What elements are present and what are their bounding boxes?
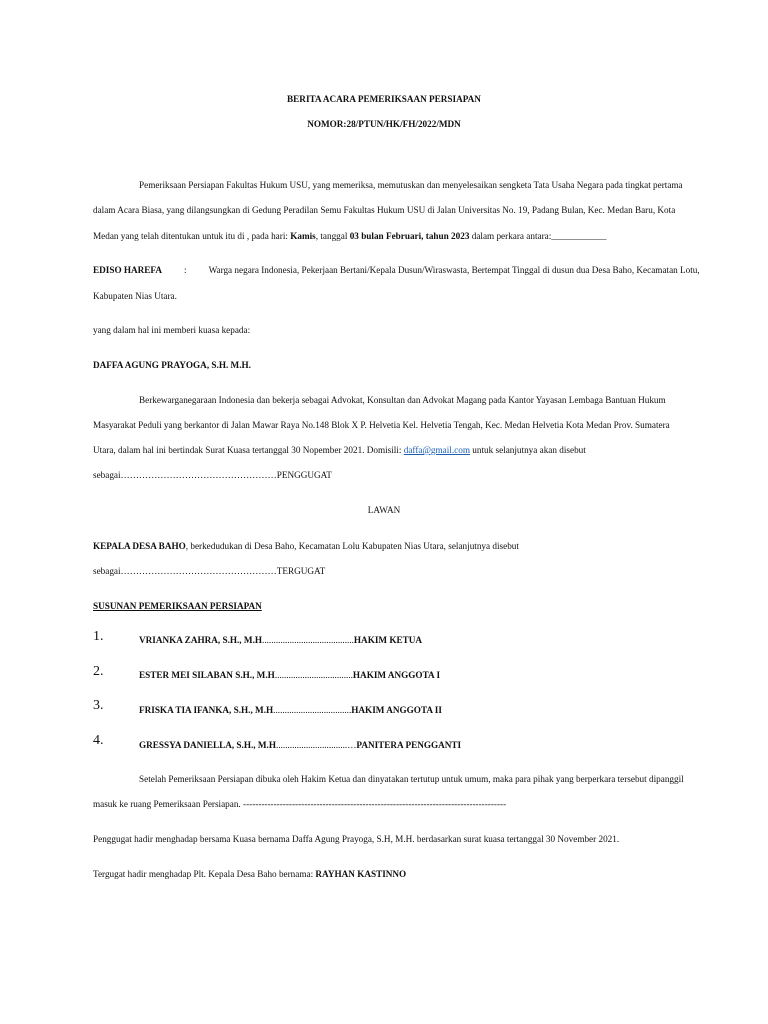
defendant-line-1 [93,540,519,552]
panel-member [139,669,440,681]
panel-number: 4. [93,733,104,748]
proxy-line-1: Berkewarganegaraan Indonesia dan bekerja sebagai Advokat, Konsultan dan Advokat Magang pada Kantor Yayasan Lembaga Bantuan Hukum [139,395,666,405]
member-leader: ........................................ [262,635,354,645]
versus-label: LAWAN [367,505,401,515]
plaintiff-line-2: Kabupaten Nias Utara. [93,291,177,301]
member-leader: .................................. [273,705,352,715]
member-leader: .................................. [274,670,353,680]
plaintiff-description: Warga negara Indonesia, Pekerjaan Bertani/Kepala Dusun/Wiraswasta, Bertempat Tinggal di dusun dua Desa Baho, Kecamatan Lotu, [208,265,700,275]
hearing-year: tahun 2023 [425,231,470,241]
intro-line-1: Pemeriksaan Persiapan Fakultas Hukum USU, yang memeriksa, memutuskan dan menyelesaikan sengketa Tata Usaha Negara pada tingkat pertama [139,180,683,190]
proxy-text: untuk selanjutnya akan disebut [469,445,586,455]
panel-member [139,634,422,646]
defendant-representative: RAYHAN KASTINNO [315,869,407,879]
panel-heading: SUSUNAN PEMERIKSAAN PERSIAPAN [93,601,262,611]
hearing-day: Kamis [290,231,316,241]
panel-number: 2. [93,664,104,679]
intro-text: dalam perkara antara:____________ [469,231,607,241]
member-role: PANITERA PENGGANTI [356,740,462,750]
proxy-name: DAFFA AGUNG PRAYOGA, S.H. M.H. [93,360,251,370]
member-role: HAKIM KETUA [353,635,423,645]
defendant-name: KEPALA DESA BAHO [93,541,186,551]
panel-member [139,739,461,751]
member-name: ESTER MEI SILABAN S.H., M.H [139,670,275,680]
email-link[interactable]: daffa@gmail.com [403,445,470,455]
document-number: NOMOR:28/PTUN/HK/FH/2022/MDN [307,119,461,129]
plaintiff-present: Penggugat hadir menghadap bersama Kuasa bernama Daffa Agung Prayoga, S.H, M.H. berdasarkan surat kuasa tertanggal 30 November 2021. [93,834,620,844]
opening-line-1: Setelah Pemeriksaan Persiapan dibuka oleh Hakim Ketua dan dinyatakan tertutup untuk umum, maka para pihak yang berperkara tersebut dipanggil [139,774,684,784]
proxy-intro: yang dalam hal ini memberi kuasa kepada: [93,325,251,335]
defendant-present-text: Tergugat hadir menghadap Plt. Kepala Desa Baho bernama: [93,869,316,879]
document-title: BERITA ACARA PEMERIKSAAN PERSIAPAN [287,94,481,104]
defendant-description: , berkedudukan di Desa Baho, Kecamatan Lolu Kabupaten Nias Utara, selanjutnya disebut [185,541,519,551]
panel-member [139,704,442,716]
proxy-line-2: Masyarakat Peduli yang berkantor di Jalan Mawar Raya No.148 Blok X P. Helvetia Kel. Helvetia Tengah, Kec. Medan Helvetia Kota Medan Prov. Sumatera [93,420,670,430]
plaintiff-colon: : [184,265,187,275]
proxy-text: Utara, dalam hal ini bertindak Surat Kuasa tertanggal 30 Nopember 2021. Domisili: [93,445,404,455]
intro-line-2: dalam Acara Biasa, yang dilangsungkan di Gedung Peradilan Semu Fakultas Hukum USU di Jalan Universitas No. 19, Padang Bulan, Kec. Medan Baru, Kota [93,205,676,215]
member-leader: ...............................… [276,740,357,750]
hearing-date: 03 bulan Februari [349,231,422,241]
panel-number: 3. [93,698,104,713]
proxy-line-4: sebagai……………………………………………PENGGUGAT [93,470,332,480]
defendant-present [93,868,406,880]
member-role: HAKIM ANGGOTA II [351,705,442,715]
defendant-line-2: sebagai……………………………………………TERGUGAT [93,566,326,576]
member-name: FRISKA TIA IFANKA, S.H., M.H [139,705,274,715]
intro-text: , [421,231,426,241]
member-name: VRIANKA ZAHRA, S.H., M.H [139,635,263,645]
intro-text: Medan yang telah ditentukan untuk itu di , pada hari: [93,231,291,241]
plaintiff-line-1 [93,264,700,276]
plaintiff-name: EDISO HAREFA [93,265,162,275]
panel-number: 1. [93,629,104,644]
intro-line-3 [93,230,606,242]
member-name: GRESSYA DANIELLA, S.H., M.H [139,740,276,750]
proxy-line-3 [93,444,586,456]
opening-line-2: masuk ke ruang Pemeriksaan Persiapan. -------------------------------------------------------------------------------------- [93,799,507,809]
member-role: HAKIM ANGGOTA I [352,670,441,680]
intro-text: , tanggal [315,231,350,241]
